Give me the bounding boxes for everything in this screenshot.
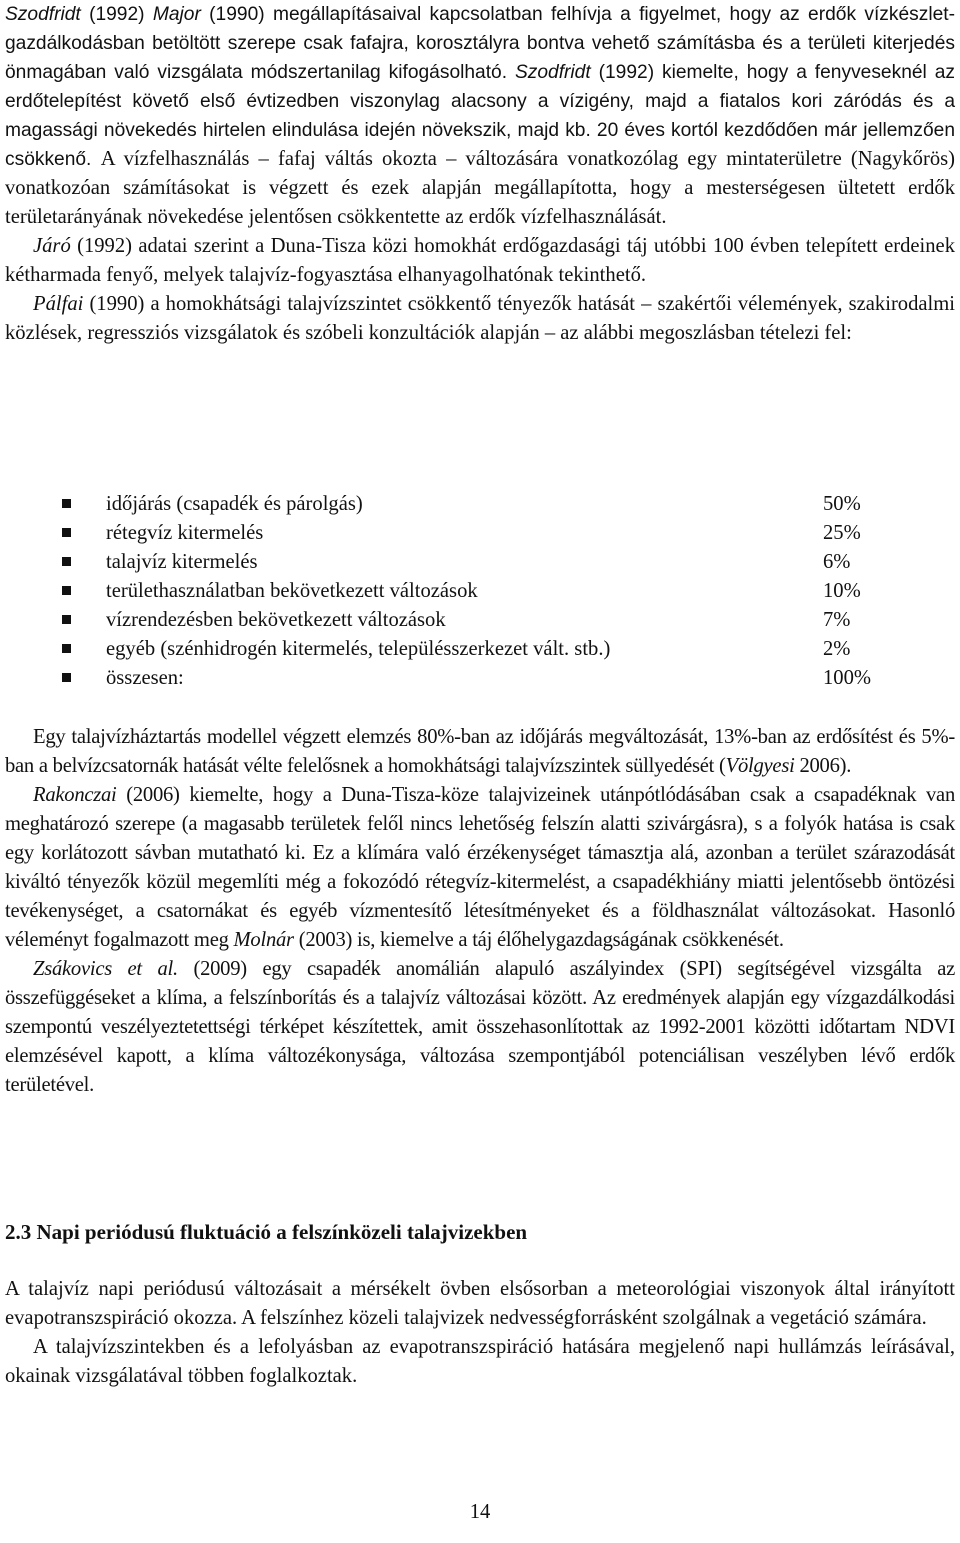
list-item: vízrendezésben bekövetkezett változások 7%: [60, 606, 940, 635]
factor-value: 2%: [823, 638, 851, 660]
list-item: időjárás (csapadék és párolgás) 50%: [60, 490, 940, 519]
author-ref: Szodfridt: [514, 62, 591, 83]
paragraph-zsakovics: Zsákovics et al. (2009) egy csapadék anomálián alapuló aszályindex (SPI) segítségével vizsgálta az összefüggéseket a klíma, a felszínborítás és a talajvíz változásai között. Az eredmények alapján egy vízgazdálkodási szempontú veszélyeztetettségi térképet készítettek, amit összehasonlítottak az 1992-2001 közötti időtartam NDVI elemzésével kapott, a klíma változékonysága, változása szempontjából potenciálisan veszélyben lévő erdők területével.: [5, 958, 955, 1096]
list-item: területhasználatban bekövetkezett változások 10%: [60, 577, 940, 606]
author-ref: Járó: [33, 235, 71, 257]
body-text-middle: [5, 723, 955, 1100]
paragraph-szodfridt: Szodfridt (1992) Major (1990) megállapításaival kapcsolatban felhívja a figyelmet, hogy az erdők vízkészlet-gazdálkodásban betöltött szerepe csak fafajra, korosztályra bontva vehető számításba és a területi kiterjedés önmagában való vizsgálata módszertanilag kifogásolható. Szodfridt (1992) kiemelte, hogy a fenyveseknél az erdőtelepítést követő első évtizedben viszonylag alacsony a vízigény, majd a fiatalos kori záródás és a magassági növekedés hirtelen elindulása idején növekszik, majd kb. 20 éves kortól kezdődően már jellemzően csökkenő. A vízfelhasználás – fafaj váltás okozta – változására vonatkozólag egy mintaterületre (Nagykőrös) vonatkozóan számításokat is végzett és ezek alapján megállapította, hogy a mesterségesen ültetett erdők területarányának növekedése jelentősen csökkentette az erdők vízfelhasználását.: [5, 4, 955, 228]
author-ref: Major: [152, 4, 201, 25]
paragraph-section-second: A talajvízszintekben és a lefolyásban az evapotranszspiráció hatására megjelenő napi hullámzás leírásával, okainak vizsgálatával többen foglalkoztak.: [5, 1336, 955, 1387]
factor-value: 10%: [823, 580, 861, 602]
list-item: talajvíz kitermelés 6%: [60, 548, 940, 577]
list-item: rétegvíz kitermelés 25%: [60, 519, 940, 548]
factor-list: [60, 490, 940, 693]
author-ref: Rakonczai: [33, 784, 117, 806]
paragraph-jaro: Járó (1992) adatai szerint a Duna-Tisza közi homokhát erdőgazdasági táj utóbbi 100 évben telepített erdeinek kétharmada fenyő, melyek talajvíz-fogyasztása elhanyagolhatónak tekinthető.: [5, 235, 955, 286]
paragraph-modell: Egy talajvízháztartás modellel végzett elemzés 80%-ban az időjárás megváltozását, 13%-ban az erdősítést és 5%-ban a belvízcsatornák hatását vélte felelősnek a homokhátsági talajvízszintek süllyedését (Völgyesi 2006).: [5, 726, 955, 777]
factor-value: 7%: [823, 609, 851, 631]
paragraph-rakonczai: Rakonczai (2006) kiemelte, hogy a Duna-Tisza-köze talajvizeinek utánpótlódásában csak a csapadéknak van meghatározó szerepe (a magasabb területek felől nincs lehetőség felszín alatti szivárgásra), s a folyók hatása is csak egy korlátozott sávban mutatható ki. Ez a klímára való érzékenységet támasztja alá, azonban a terület szárazodását kiváltó tényezők közül megemlíti még a fokozódó rétegvíz-kitermelést, a csapadékhiány miatti jelentősebb öntözési tevékenységet, a csatornákat és egyéb vízmentesítő létesítményeket és a földhasználat változásokat. Hasonló véleményt fogalmazott meg Molnár (2003) is, kiemelve a táj élőhelygazdagságának csökkenését.: [5, 784, 955, 951]
author-ref: Zsákovics et al.: [33, 958, 178, 980]
list-item: egyéb (szénhidrogén kitermelés, településszerkezet vált. stb.) 2%: [60, 635, 940, 664]
body-text-top: [5, 0, 955, 348]
list-item: összesen: 100%: [60, 664, 940, 693]
factor-value: 50%: [823, 493, 861, 515]
factor-value: 6%: [823, 551, 851, 573]
paragraph-palfai: Pálfai (1990) a homokhátsági talajvízszintet csökkentő tényezők hatását – szakértői vélemények, szakirodalmi közlések, regressziós vizsgálatok és szóbeli konzultációk alapján – az alábbi megoszlásban tételezi fel:: [5, 293, 955, 344]
body-text-section: [5, 1275, 955, 1391]
page-number: 14: [469, 1501, 491, 1523]
author-ref: Völgyesi: [725, 755, 795, 777]
author-ref: Molnár: [233, 929, 294, 951]
factor-value: 100%: [823, 667, 872, 689]
section-heading: 2.3 Napi periódusú fluktuáció a felszínközeli talajvizekben: [5, 1220, 528, 1244]
factor-value: 25%: [823, 522, 861, 544]
author-ref: Pálfai: [33, 293, 84, 315]
paragraph-section-intro: A talajvíz napi periódusú változásait a mérsékelt övben elsősorban a meteorológiai viszonyok által irányított evapotranszspiráció okozza. A felszínhez közeli talajvizek nedvességforrásként szolgálnak a vegetáció számára.: [5, 1278, 955, 1329]
author-ref: Szodfridt: [5, 4, 81, 25]
